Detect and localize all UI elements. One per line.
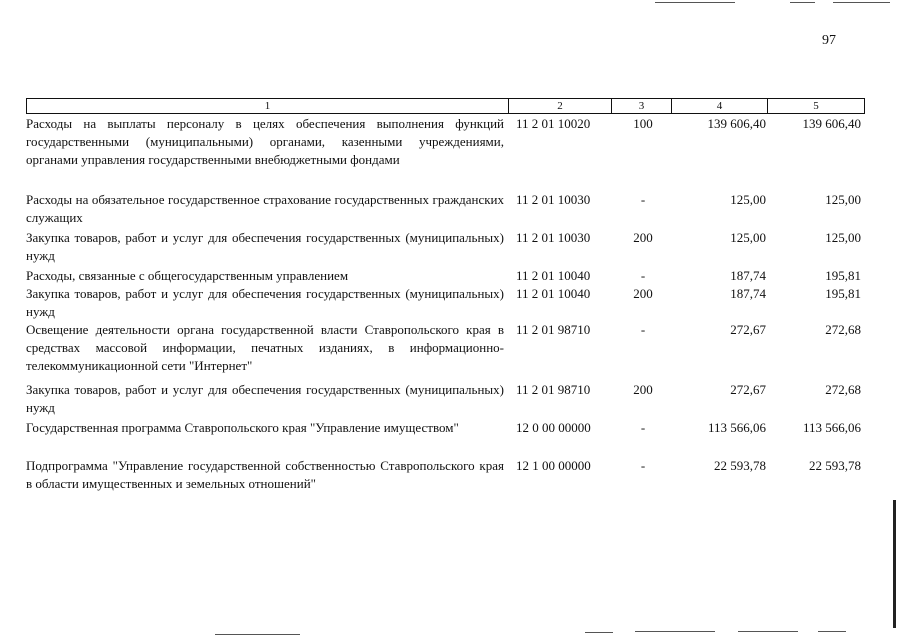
table-header (26, 98, 865, 114)
row-type: - (640, 420, 646, 435)
row-sum-year2: 22 593,78 (809, 458, 861, 473)
scan-artifact-top (655, 2, 735, 3)
row-sum-year1: 125,00 (730, 192, 766, 207)
row-sum-year1: 125,00 (730, 230, 766, 245)
row-type: 200 (633, 286, 653, 301)
row-code: 12 1 00 00000 (516, 458, 591, 473)
table-row (26, 457, 864, 513)
row-name: Закупка товаров, работ и услуг для обеспечения государственных (муниципальных) нужд (26, 286, 504, 319)
row-sum-year2: 113 566,06 (802, 420, 861, 435)
row-name: Закупка товаров, работ и услуг для обеспечения государственных (муниципальных) нужд (26, 382, 504, 415)
scan-artifact-bottom (585, 632, 613, 633)
header-cell-5: 5 (768, 99, 865, 114)
row-type: - (640, 458, 646, 473)
row-code: 12 0 00 00000 (516, 420, 591, 435)
row-sum-year1: 113 566,06 (707, 420, 766, 435)
row-sum-year1: 272,67 (730, 382, 766, 397)
row-sum-year2: 125,00 (825, 192, 861, 207)
table-row (26, 229, 864, 267)
header-cell-3: 3 (612, 99, 672, 114)
scan-artifact-top (833, 2, 890, 3)
scan-artifact-top (790, 2, 815, 3)
row-code: 11 2 01 10020 (516, 116, 591, 131)
row-name: Закупка товаров, работ и услуг для обеспечения государственных (муниципальных) нужд (26, 230, 504, 263)
row-code: 11 2 01 10030 (516, 230, 591, 245)
row-sum-year2: 195,81 (825, 268, 861, 283)
table-row (26, 115, 864, 191)
row-name: Освещение деятельности органа государственной власти Ставропольского края в средствах массовой информации, печатных изданиях, в информационно-телекоммуникационной сети "Интернет" (26, 322, 504, 373)
table-row (26, 419, 864, 457)
row-sum-year1: 139 606,40 (707, 116, 766, 131)
row-name: Подпрограмма "Управление государственной собственностью Ставропольского края в области имущественных и земельных отношений" (26, 458, 504, 491)
page-number: 97 (822, 33, 836, 48)
scan-artifact-bottom (818, 631, 846, 632)
row-type: 100 (633, 116, 653, 131)
scan-edge-bar (893, 500, 896, 628)
row-sum-year1: 272,67 (730, 322, 766, 337)
row-code: 11 2 01 98710 (516, 382, 591, 397)
row-type: - (640, 192, 646, 207)
row-code: 11 2 01 10030 (516, 192, 591, 207)
scan-artifact-bottom (635, 631, 715, 632)
row-name: Расходы, связанные с общегосударственным управлением (26, 268, 349, 283)
row-name: Государственная программа Ставропольского края "Управление имуществом" (26, 420, 459, 435)
row-sum-year2: 272,68 (825, 322, 861, 337)
row-type: - (640, 322, 646, 337)
row-code: 11 2 01 10040 (516, 268, 591, 283)
header-cell-2: 2 (509, 99, 612, 114)
row-sum-year2: 139 606,40 (802, 116, 861, 131)
row-sum-year1: 22 593,78 (714, 458, 766, 473)
header-cell-1: 1 (27, 99, 509, 114)
header-row (27, 99, 865, 114)
row-type: 200 (633, 230, 653, 245)
row-sum-year1: 187,74 (730, 286, 766, 301)
row-type: - (640, 268, 646, 283)
table-row (26, 381, 864, 419)
row-type: 200 (633, 382, 653, 397)
table-row (26, 267, 864, 285)
scan-artifact-bottom (738, 631, 798, 632)
header-cell-4: 4 (672, 99, 768, 114)
table-body (26, 115, 864, 513)
table-row (26, 191, 864, 229)
row-sum-year2: 195,81 (825, 286, 861, 301)
row-code: 11 2 01 10040 (516, 286, 591, 301)
row-name: Расходы на обязательное государственное страхование государственных гражданских служащих (26, 192, 504, 225)
scan-artifact-bottom (215, 634, 300, 635)
row-sum-year1: 187,74 (730, 268, 766, 283)
row-sum-year2: 125,00 (825, 230, 861, 245)
table-row (26, 321, 864, 381)
table-row (26, 285, 864, 321)
row-name: Расходы на выплаты персоналу в целях обеспечения выполнения функций государственными (муниципальными) органами, казенными учреждениями, органами управления государственными внебюджетными фондами (26, 116, 504, 167)
row-code: 11 2 01 98710 (516, 322, 591, 337)
row-sum-year2: 272,68 (825, 382, 861, 397)
